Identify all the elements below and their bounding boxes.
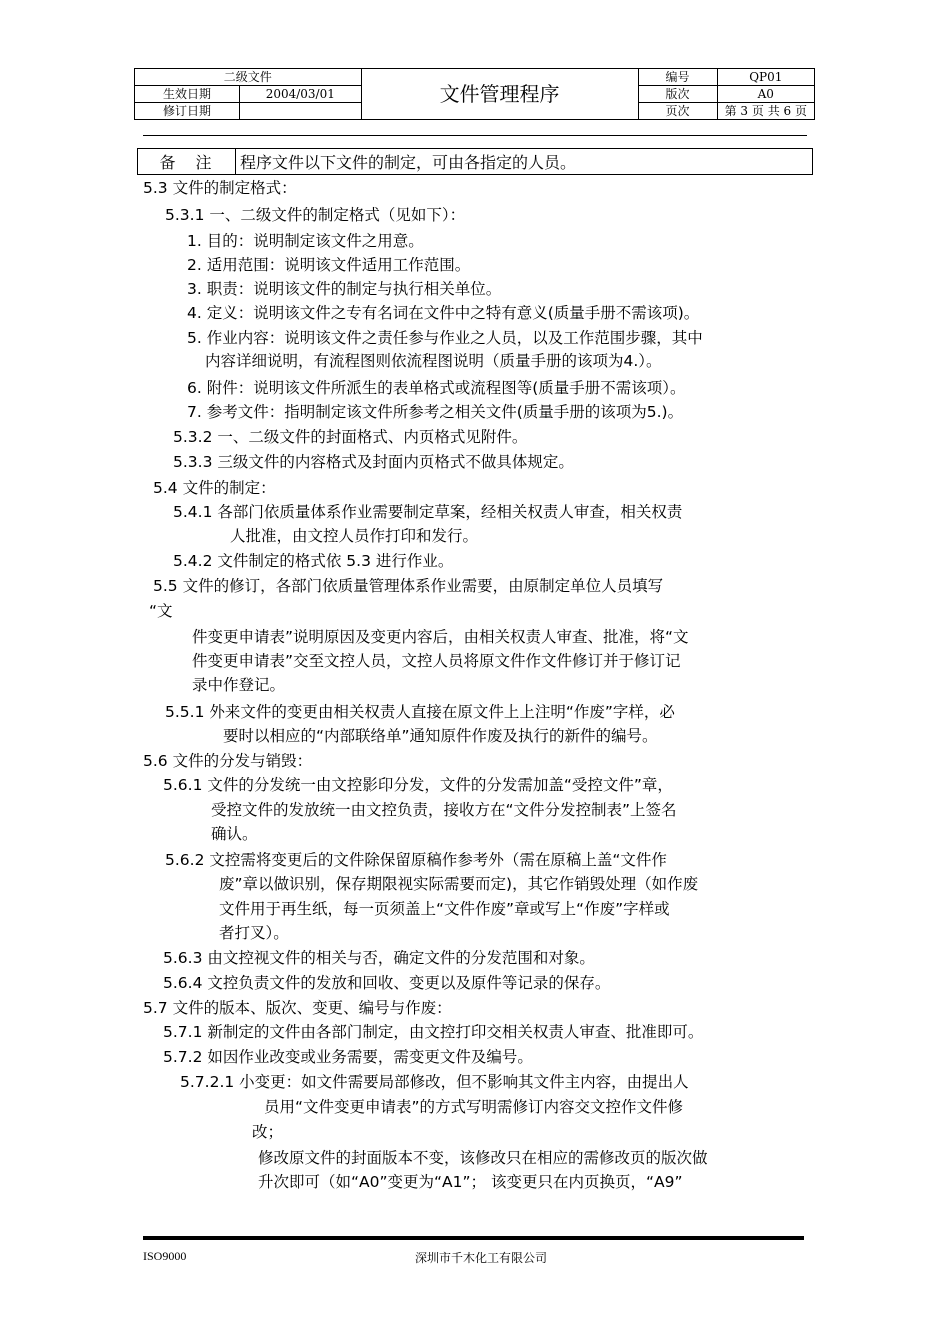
note-label: 备 注: [138, 149, 236, 175]
body-line: 6. 附件：说明该文件所派生的表单格式或流程图等(质量手册不需该项）。: [187, 379, 686, 397]
body-line: 人批准，由文控人员作打印和发行。: [230, 527, 479, 545]
body-line: 废”章以做识别，保存期限视实际需要而定)，其它作销毁处理（如作废: [219, 875, 699, 893]
body-line: 7. 参考文件：指明制定该文件所参考之相关文件(质量手册的该项为5.)。: [187, 403, 684, 421]
note-table: [137, 148, 813, 175]
footer-standard: ISO9000: [143, 1249, 187, 1263]
page-number: 第 3 页 共 6 页: [717, 103, 814, 120]
body-line: 5.7.1 新制定的文件由各部门制定，由文控打印交相关权责人审查、批准即可。: [163, 1023, 704, 1041]
footer-company: 深圳市千木化工有限公司: [415, 1251, 548, 1265]
doc-number: QP01: [717, 69, 814, 86]
body-line: 件变更申请表”说明原因及变更内容后，由相关权责人审查、批准，将“文: [192, 628, 689, 646]
doc-version: A0: [717, 86, 814, 103]
body-line: 5.4 文件的制定：: [153, 479, 276, 497]
body-line: 者打叉）。: [219, 924, 289, 942]
body-line: 修改原文件的封面版本不变，该修改只在相应的需修改页的版次做: [258, 1149, 708, 1167]
body-line: 5.7.2 如因作业改变或业务需要，需变更文件及编号。: [163, 1048, 533, 1066]
body-line: 5.3 文件的制定格式：: [143, 179, 297, 197]
body-line: 5.6.1 文件的分发统一由文控影印分发，文件的分发需加盖“受控文件”章，: [163, 776, 673, 794]
version-label: 版次: [638, 86, 717, 103]
body-line: 5.3.1 一、二级文件的制定格式（见如下）：: [165, 206, 466, 224]
body-line: 3. 职责：说明该文件的制定与执行相关单位。: [187, 280, 502, 298]
body-line: 确认。: [211, 825, 258, 843]
body-line: 2. 适用范围：说明该文件适用工作范围。: [187, 256, 471, 274]
body-line: 5.5 文件的修订，各部门依质量管理体系作业需要，由原制定单位人员填写: [153, 577, 664, 595]
effective-date: 2004/03/01: [240, 86, 362, 103]
note-text: 程序文件以下文件的制定，可由各指定的人员。: [236, 149, 813, 175]
document-header-table: [134, 68, 815, 120]
body-line: 要时以相应的“内部联络单”通知原件作废及执行的新件的编号。: [223, 727, 658, 745]
body-line: 5.6.4 文控负责文件的发放和回收、变更以及原件等记录的保存。: [163, 974, 611, 992]
body-line: 文件用于再生纸，每一页须盖上“文件作废”章或写上“作废”字样或: [219, 900, 670, 918]
body-line: 5.5.1 外来文件的变更由相关权责人直接在原文件上上注明“作废”字样，必: [165, 703, 675, 721]
body-line: 5. 作业内容：说明该文件之责任参与作业之人员，以及工作范围步骤，其中: [187, 329, 703, 347]
body-line: 内容详细说明，有流程图则依流程图说明（质量手册的该项为4.）。: [205, 352, 662, 370]
header-divider: [143, 135, 807, 136]
body-line: 5.4.2 文件制定的格式依 5.3 进行作业。: [173, 552, 454, 570]
body-line: 升次即可（如“A0”变更为“A1”； 该变更只在内页换页，“A9”: [258, 1173, 683, 1191]
body-line: 5.4.1 各部门依质量体系作业需要制定草案，经相关权责人审查，相关权责: [173, 503, 683, 521]
doc-level: 二级文件: [135, 69, 362, 86]
body-line: 改；: [252, 1123, 284, 1141]
revision-date-label: 修订日期: [135, 103, 240, 120]
body-line: 5.6.2 文控需将变更后的文件除保留原稿作参考外（需在原稿上盖“文件作: [165, 851, 667, 869]
footer-divider: [143, 1236, 804, 1240]
effective-date-label: 生效日期: [135, 86, 240, 103]
body-line: 5.7.2.1 小变更：如文件需要局部修改，但不影响其文件主内容，由提出人: [180, 1073, 689, 1091]
body-line: 5.3.3 三级文件的内容格式及封面内页格式不做具体规定。: [173, 453, 574, 471]
page-label: 页次: [638, 103, 717, 120]
body-line: 5.6.3 由文控视文件的相关与否，确定文件的分发范围和对象。: [163, 949, 595, 967]
number-label: 编号: [638, 69, 717, 86]
revision-date: [240, 103, 362, 120]
body-line: 4. 定义：说明该文件之专有名词在文件中之特有意义(质量手册不需该项)。: [187, 304, 700, 322]
body-line: 录中作登记。: [192, 676, 286, 694]
page-title: 文件管理程序: [361, 69, 638, 120]
body-line: 件变更申请表”交至文控人员，文控人员将原文件作文件修订并于修订记: [192, 652, 681, 670]
body-line: “文: [149, 602, 173, 620]
body-line: 员用“文件变更申请表”的方式写明需修订内容交文控作文件修: [264, 1098, 684, 1116]
body-line: 5.6 文件的分发与销毁：: [143, 752, 313, 770]
body-line: 1. 目的：说明制定该文件之用意。: [187, 232, 424, 250]
body-line: 5.3.2 一、二级文件的封面格式、内页格式见附件。: [173, 428, 528, 446]
body-line: 5.7 文件的版本、版次、变更、编号与作废：: [143, 999, 452, 1017]
body-line: 受控文件的发放统一由文控负责，接收方在“文件分发控制表”上签名: [211, 801, 677, 819]
